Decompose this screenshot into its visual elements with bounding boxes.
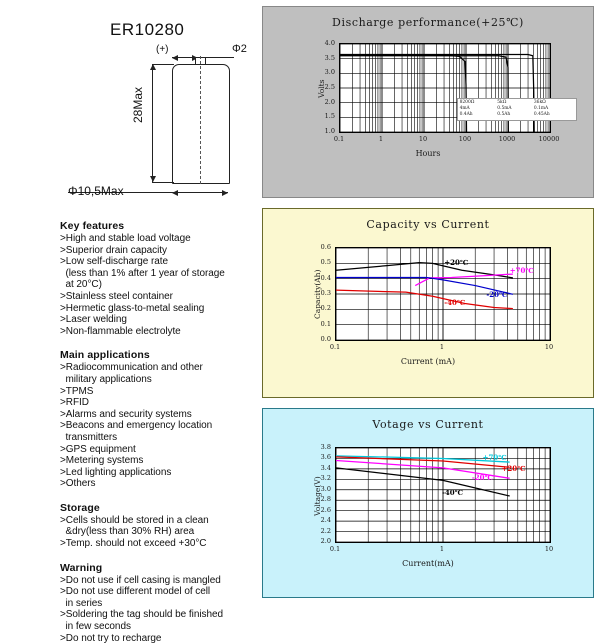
voltage-chart-title: Votage vs Current [372, 418, 484, 431]
voltage-xtick: 1 [439, 545, 445, 553]
discharge-ytick: 1.0 [324, 127, 335, 135]
key-features-list [60, 233, 256, 337]
warning-heading: Warning [60, 561, 103, 574]
discharge-legend [457, 98, 577, 121]
capacity-ytick: 0.2 [320, 304, 331, 313]
voltage-ytick: 3.4 [320, 463, 331, 472]
list-item: &dry(less than 30% RH) area [60, 526, 195, 538]
list-item: (less than 1% after 1 year of storage [60, 267, 225, 279]
capacity-annotation: -40℃ [444, 297, 466, 307]
voltage-ylabel: Voltage(V) [313, 476, 322, 516]
discharge-xtick: 10 [418, 135, 428, 143]
legend-cell: 0.1mA [533, 105, 549, 111]
main-applications-list [60, 362, 256, 490]
list-item: >Non-flammable electrolyte [60, 325, 181, 337]
polarity-label: (+) [156, 44, 169, 55]
voltage-xtick: 0.1 [329, 545, 341, 553]
discharge-xtick: 0.1 [333, 135, 345, 143]
list-item: >GPS equipment [60, 443, 136, 455]
list-item: >Do not use if cell casing is mangled [60, 574, 221, 586]
list-item: >Radiocommunication and other [60, 362, 203, 374]
list-item: >Laser welding [60, 314, 127, 326]
list-item: >Alarms and security systems [60, 408, 192, 420]
discharge-series-4mA (8200Ω) [340, 55, 467, 132]
legend-cell: 36kΩ [533, 99, 546, 105]
legend-cell: 0.4Ah [459, 112, 473, 118]
capacity-ylabel: Capacity(Ah) [313, 269, 322, 320]
legend-cell: 4mA [459, 105, 470, 111]
list-item: >Cells should be stored in a clean [60, 514, 209, 526]
list-item: >Soldering the tag should be finished [60, 609, 223, 621]
voltage-annotation: +70℃ [482, 453, 507, 463]
list-item: >RFID [60, 397, 89, 409]
voltage-ytick: 3.8 [320, 443, 331, 451]
voltage-ytick: 3.2 [320, 474, 331, 483]
specification-text [60, 219, 256, 644]
discharge-chart-title: Discharge performance(+25℃) [332, 16, 524, 29]
legend-cell: 8200Ω [459, 99, 475, 105]
capacity-vs-current-panel [262, 208, 594, 398]
main-applications-heading: Main applications [60, 349, 150, 362]
height-label: 28Max [131, 86, 146, 124]
capacity-annotation: +20℃ [444, 258, 469, 268]
capacity-xtick: 0.1 [329, 343, 341, 351]
list-item: in few seconds [60, 621, 131, 633]
legend-cell: 0.5mA [497, 105, 512, 111]
diameter-dimension-line [172, 192, 228, 193]
capacity-chart-title: Capacity vs Current [366, 218, 490, 231]
list-item: >Beacons and emergency location [60, 420, 213, 432]
voltage-annotation: -20℃ [471, 473, 493, 483]
list-item: >Temp. should not exceed +30°C [60, 538, 207, 550]
warning-list [60, 575, 256, 644]
list-item: >Hermetic glass-to-metal sealing [60, 302, 205, 314]
legend-cell: 0.5Ah [497, 112, 511, 118]
battery-mechanical-drawing [60, 42, 255, 207]
discharge-ytick: 1.5 [324, 112, 335, 121]
extension-line-bottom [152, 182, 174, 183]
voltage-xtick: 10 [544, 545, 554, 553]
list-item: >TPMS [60, 385, 94, 397]
discharge-performance-panel [262, 6, 594, 198]
list-item: >Stainless steel container [60, 290, 173, 302]
legend-cell: 5kΩ [497, 99, 507, 105]
capacity-annotation: +70℃ [509, 265, 534, 275]
list-item: >Others [60, 478, 96, 490]
list-item: >Do not use different model of cell [60, 586, 211, 598]
voltage-ytick: 2.8 [320, 495, 331, 504]
capacity-svg [336, 248, 550, 340]
capacity-ytick: 0.3 [320, 289, 331, 297]
capacity-ytick: 0.4 [320, 273, 331, 282]
voltage-ytick: 3.0 [320, 484, 331, 493]
capacity-xtick: 1 [439, 343, 445, 351]
list-item: >Led lighting applications [60, 466, 172, 478]
page-title: ER10280 [110, 20, 185, 39]
discharge-xlabel: Hours [415, 149, 441, 158]
list-item: >Low self-discharge rate [60, 256, 169, 268]
battery-body [172, 64, 230, 184]
voltage-ytick: 2.6 [320, 505, 331, 514]
legend-row [460, 112, 574, 118]
list-item: in series [60, 597, 103, 609]
voltage-ytick: 2.0 [320, 537, 331, 545]
left-column [0, 0, 258, 644]
capacity-ytick: 0.1 [320, 319, 331, 328]
voltage-xlabel: Current(mA) [402, 559, 454, 568]
list-item: >Do not try to recharge [60, 632, 162, 644]
discharge-xtick: 10000 [538, 135, 560, 143]
discharge-ytick: 3.5 [324, 53, 335, 62]
voltage-vs-current-panel [262, 408, 594, 598]
battery-centerline [200, 56, 201, 184]
voltage-ytick: 2.2 [320, 526, 331, 535]
capacity-ytick: 0.6 [320, 243, 331, 251]
key-features-heading: Key features [60, 220, 125, 232]
diameter-label: Φ10,5Max [68, 184, 124, 198]
capacity-plot-area [335, 247, 551, 341]
discharge-xtick: 1 [378, 135, 384, 143]
capacity-ytick: 0.5 [320, 258, 331, 267]
discharge-xtick: 1000 [498, 135, 516, 143]
discharge-xtick: 100 [458, 135, 472, 143]
capacity-xlabel: Current (mA) [400, 357, 456, 366]
list-item: military applications [60, 373, 152, 385]
storage-heading: Storage [60, 501, 100, 514]
voltage-annotation: +20℃ [501, 463, 526, 473]
list-item: transmitters [60, 431, 118, 443]
discharge-ytick: 2.0 [324, 97, 335, 106]
storage-list [60, 515, 256, 550]
discharge-ytick: 4.0 [324, 39, 335, 47]
discharge-ytick: 2.5 [324, 83, 335, 91]
list-item: >Metering systems [60, 455, 144, 467]
voltage-ytick: 2.4 [320, 516, 331, 525]
height-dimension-line [152, 64, 153, 182]
capacity-ytick: 0.0 [320, 335, 331, 343]
list-item: at 20°C) [60, 279, 102, 291]
voltage-annotation: -40℃ [442, 487, 464, 497]
pin-diameter-label: Φ2 [232, 43, 247, 55]
voltage-ytick: 3.6 [320, 453, 331, 462]
discharge-ytick: 3.0 [324, 68, 335, 77]
capacity-annotation: -20℃ [486, 290, 508, 300]
capacity-xtick: 10 [544, 343, 554, 351]
discharge-ylabel: Volts [317, 79, 326, 98]
list-item: >High and stable load voltage [60, 233, 191, 244]
list-item: >Superior drain capacity [60, 244, 167, 256]
legend-cell: 0.45Ah [533, 112, 550, 118]
